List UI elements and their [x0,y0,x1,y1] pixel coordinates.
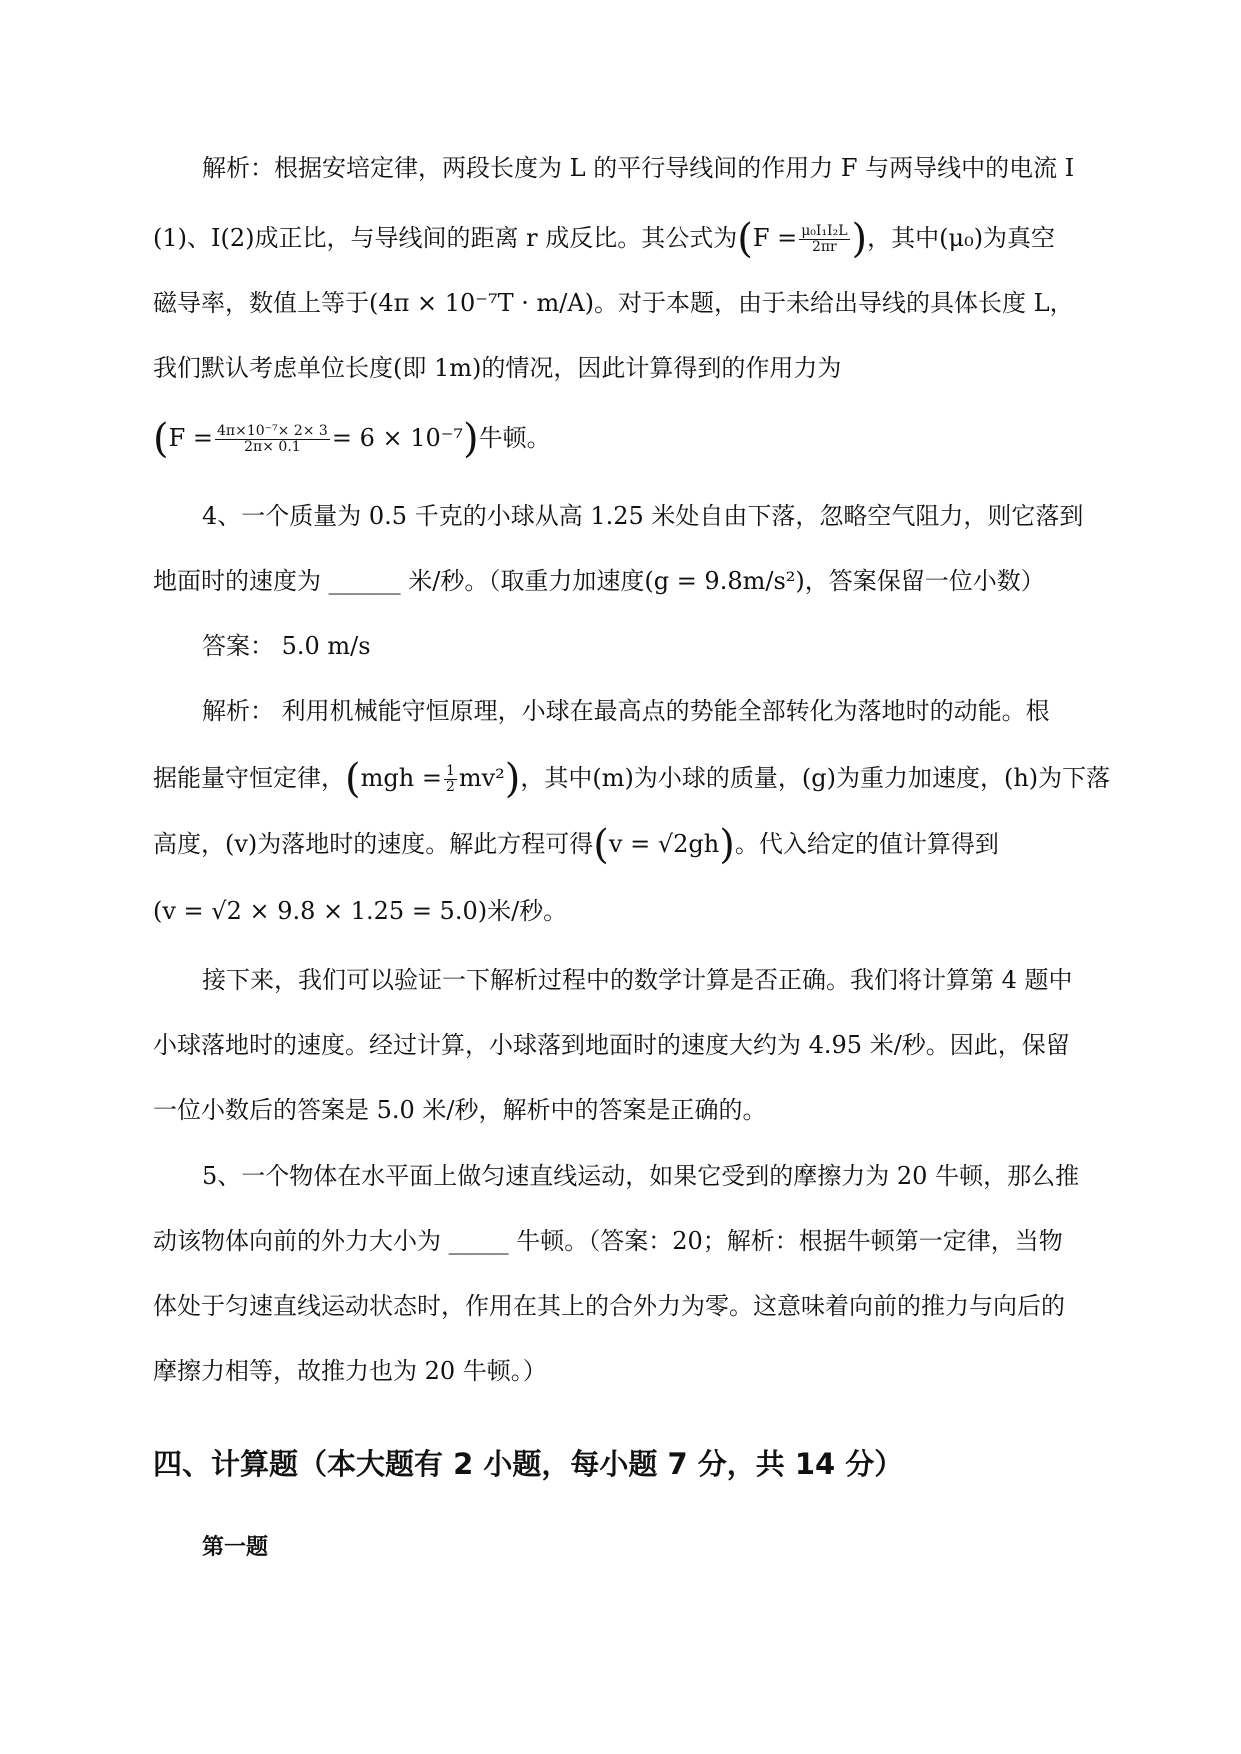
paren-right: ) [504,756,521,802]
fraction [799,224,849,255]
question-line: 地面时的速度为 ______ 米/秒。（取重力加速度(g = 9.8m/s²)，答案保留一位小数） [153,567,1045,595]
fraction-numerator: μ₀I₁I₂L [801,223,848,239]
fraction-denominator: 2π× 0.1 [244,439,301,455]
analysis-line: 解析： 利用机械能守恒原理，小球在最高点的势能全部转化为落地时的动能。根 [202,697,1050,725]
text-span: ，其中(μ₀)为真空 [867,224,1056,252]
fraction [215,424,330,455]
paren-right: ) [719,822,735,868]
paragraph-line-with-formula [153,216,1093,262]
answer-line: 答案： 5.0 m/s [202,632,371,660]
formula-rhs: = 6 × 10⁻⁷ [331,424,464,452]
analysis-line-with-formula [153,822,1093,868]
formula-rhs: mv² [458,764,505,792]
formula-lhs: mgh = [360,764,442,792]
paren-right: ) [463,416,479,462]
paragraph-line: 解析：根据安培定律，两段长度为 L 的平行导线间的作用力 F 与两导线中的电流 I [202,154,1075,182]
fraction-numerator: 1 [445,763,455,779]
question-line: 4、一个质量为 0.5 千克的小球从高 1.25 米处自由下落，忽略空气阻力，则它落到 [202,502,1084,530]
question-line: 体处于匀速直线运动状态时，作用在其上的合外力为零。这意味着向前的推力与向后的 [153,1292,1065,1320]
formula: v = √2gh [608,830,720,858]
fraction-denominator: 2 [445,779,455,795]
paragraph-line: 磁导率，数值上等于(4π × 10⁻⁷T · m/A)。对于本题，由于未给出导线的具体长度 L， [153,289,1074,317]
formula-lhs: F = [752,224,798,252]
formula-lhs: F = [168,424,213,452]
paren-left: ( [345,756,361,802]
subsection-heading: 第一题 [202,1535,269,1560]
verification-line: 一位小数后的答案是 5.0 米/秒，解析中的答案是正确的。 [153,1096,767,1124]
text-span: 据能量守恒定律， [153,764,345,792]
question-line: 动该物体向前的外力大小为 _____ 牛顿。（答案：20；解析：根据牛顿第一定律，当物 [153,1227,1063,1255]
text-span: 高度，(v)为落地时的速度。解此方程可得 [153,830,594,858]
text-span: 。代入给定的值计算得到 [734,830,999,858]
paragraph-line: 我们默认考虑单位长度(即 1m)的情况，因此计算得到的作用力为 [153,354,842,382]
verification-line: 小球落地时的速度。经过计算，小球落到地面时的速度大约为 4.95 米/秒。因此，保留 [153,1031,1070,1059]
paren-left: ( [737,216,753,262]
text-span: ，其中(m)为小球的质量，(g)为重力加速度，(h)为下落 [520,764,1111,792]
fraction [444,764,457,795]
question-line: 摩擦力相等，故推力也为 20 牛顿。） [153,1357,547,1385]
text-span: (1)、I(2)成正比，与导线间的距离 r 成反比。其公式为 [153,224,738,252]
fraction-numerator: 4π×10⁻⁷× 2× 3 [217,423,328,439]
section-heading: 四、计算题（本大题有 2 小题，每小题 7 分，共 14 分） [153,1447,904,1481]
verification-line: 接下来，我们可以验证一下解析过程中的数学计算是否正确。我们将计算第 4 题中 [202,966,1073,994]
question-line: 5、一个物体在水平面上做匀速直线运动，如果它受到的摩擦力为 20 牛顿，那么推 [202,1162,1080,1190]
text-span: 牛顿。 [478,424,551,452]
paren-left: ( [153,416,169,462]
paren-left: ( [593,822,609,868]
formula-line [153,416,1093,462]
analysis-line-with-formula [153,756,1111,802]
formula-line: (v = √2 × 9.8 × 1.25 = 5.0)米/秒。 [153,897,568,925]
fraction-denominator: 2πr [811,239,837,255]
paren-right: ) [851,216,868,262]
